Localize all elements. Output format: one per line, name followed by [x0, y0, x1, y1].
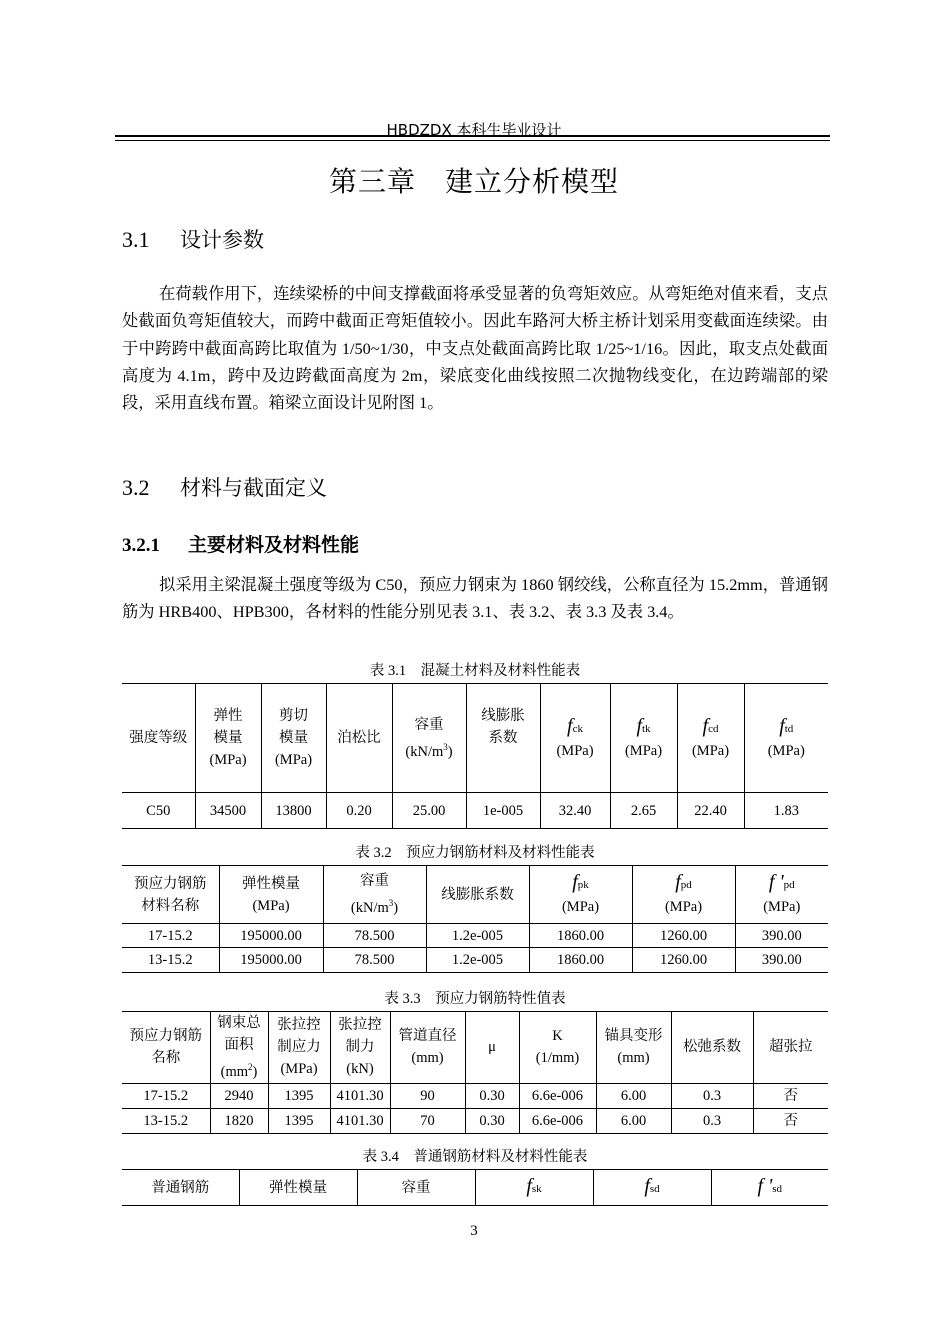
section-number: 3.1: [122, 227, 150, 252]
paragraph-design-parameters: 在荷载作用下，连续梁桥的中间支撑截面将承受显著的负弯矩效应。从弯矩绝对值来看，支点处截面负弯矩值较大，而跨中截面正弯矩值较小。因此车路河大桥主桥计划采用变截面连续梁。由于中跨跨中截面高跨比取值为 1/50~1/30，中支点处截面高跨比取 1/25~1/16。因此，取支点处截面高度为 4.1m，跨中及边跨截面高度为 2m，梁底变化曲线按照二次抛物线变化，在边跨端部的梁段，采用直线布置。箱梁立面设计见附图 1。: [122, 284, 828, 413]
table-3-3-caption: 表 3.3 预应力钢筋特性值表: [384, 991, 566, 1007]
cell: 1860.00: [529, 948, 632, 973]
table-row: [122, 793, 828, 829]
header-relax: 松弛系数: [671, 1012, 753, 1084]
header-fsd: fsd: [593, 1170, 711, 1206]
chapter-title: 第三章 建立分析模型: [328, 165, 619, 198]
cell: 1820: [210, 1108, 268, 1133]
header-elastic: 弹性 模量 (MPa): [195, 684, 261, 793]
header-weight: 容重 $(kN/m^3)$: [323, 866, 426, 924]
cell: 390.00: [735, 948, 828, 973]
cell: 25.00: [392, 793, 466, 829]
header-force: 张拉控 制力 (kN): [330, 1012, 390, 1084]
section-title: 设计参数: [180, 228, 264, 252]
cell: 1260.00: [632, 924, 735, 948]
table-3-2-caption: 表 3.2 预应力钢筋材料及材料性能表: [355, 845, 595, 861]
header-shear: 剪切 模量 (MPa): [261, 684, 326, 793]
cell: 2940: [210, 1083, 268, 1108]
cell: 1e-005: [466, 793, 540, 829]
section-heading-3-2: [122, 472, 327, 502]
cell: 6.00: [596, 1083, 671, 1108]
table-header-row: [122, 1012, 828, 1084]
cell: 1395: [268, 1083, 330, 1108]
header-weight: 容重: [357, 1170, 475, 1206]
header-mu: μ: [465, 1012, 519, 1084]
header-poisson: 泊松比: [326, 684, 392, 793]
table-row: [122, 1108, 828, 1133]
table-3-1-caption: 表 3.1 混凝土材料及材料性能表: [369, 663, 581, 679]
header-stress: 张拉控 制应力 (MPa): [268, 1012, 330, 1084]
cell: 6.6e-006: [519, 1108, 596, 1133]
header-area: 钢束总 面积 $(mm^2)$: [210, 1012, 268, 1084]
cell: 13800: [261, 793, 326, 829]
table-row: [122, 1083, 828, 1108]
cell: 6.00: [596, 1108, 671, 1133]
cell: 4101.30: [330, 1083, 390, 1108]
cell: 70: [390, 1108, 465, 1133]
header-grade: 强度等级: [122, 684, 195, 793]
cell: 34500: [195, 793, 261, 829]
header-fcd: fcd (MPa): [677, 684, 744, 793]
cell: 否: [753, 1108, 828, 1133]
header-expansion: 线膨胀 系数: [466, 684, 540, 793]
cell: 1.83: [744, 793, 828, 829]
cell: 390.00: [735, 924, 828, 948]
table-header-row: [122, 1170, 828, 1206]
cell: 0.20: [326, 793, 392, 829]
cell: 195000.00: [219, 948, 323, 973]
header-ftk: ftk (MPa): [610, 684, 677, 793]
header-name: 预应力钢筋 材料名称: [122, 866, 219, 924]
header-fpd-prime: f 'pd (MPa): [735, 866, 828, 924]
header-fsk: fsk: [475, 1170, 593, 1206]
cell: 78.500: [323, 948, 426, 973]
table-header-row: [122, 866, 828, 924]
table-row: [122, 924, 828, 948]
cell: 78.500: [323, 924, 426, 948]
cell: 1.2e-005: [426, 924, 529, 948]
cell: 1260.00: [632, 948, 735, 973]
header-fpd: fpd (MPa): [632, 866, 735, 924]
header-fck: fck (MPa): [540, 684, 610, 793]
header-anchor: 锚具变形 (mm): [596, 1012, 671, 1084]
cell: 22.40: [677, 793, 744, 829]
cell: 17-15.2: [122, 1083, 210, 1108]
header-name: 普通钢筋: [151, 1179, 210, 1196]
table-3-4: [122, 1169, 828, 1206]
table-3-4-caption: 表 3.4 普通钢筋材料及材料性能表: [362, 1149, 588, 1165]
table-3-2: [122, 865, 828, 973]
cell: 17-15.2: [122, 924, 219, 948]
cell: 32.40: [540, 793, 610, 829]
cell: 0.30: [465, 1108, 519, 1133]
paragraph-materials: 拟采用主梁混凝土强度等级为 C50，预应力钢束为 1860 钢绞线，公称直径为 15.2mm，普通钢筋为 HRB400、HPB300，各材料的性能分别见表 3.1、表 3.2、表 3.3 及表 3.4。: [122, 575, 828, 622]
header-weight: 容重 $(kN/m^3)$: [392, 684, 466, 793]
header-over: 超张拉: [753, 1012, 828, 1084]
cell: 195000.00: [219, 924, 323, 948]
header-rule-thin: [115, 140, 830, 141]
subsection-title: 主要材料及材料性能: [188, 534, 360, 556]
cell: 1.2e-005: [426, 948, 529, 973]
table-3-1: [122, 683, 828, 829]
section-number: 3.2: [122, 475, 150, 500]
header-elastic: 弹性模量 (MPa): [219, 866, 323, 924]
table-header-row: [122, 684, 828, 793]
header-k: K (1/mm): [519, 1012, 596, 1084]
cell: 4101.30: [330, 1108, 390, 1133]
cell: 90: [390, 1083, 465, 1108]
page-number: 3: [470, 1223, 478, 1239]
subsection-number: 3.2.1: [122, 535, 160, 556]
header-fpk: fpk (MPa): [529, 866, 632, 924]
cell: 0.3: [671, 1083, 753, 1108]
header-elastic: 弹性模量: [239, 1170, 357, 1206]
header-name: 预应力钢筋 名称: [122, 1012, 210, 1084]
table-row: [122, 948, 828, 973]
subsection-heading-3-2-1: [122, 530, 359, 557]
header-expansion: 线膨胀系数: [426, 866, 529, 924]
cell: 2.65: [610, 793, 677, 829]
header-ftd: ftd (MPa): [744, 684, 828, 793]
header-rule-thick: [115, 135, 830, 137]
header-fsd-prime: f 'sd: [711, 1170, 828, 1206]
cell: 0.30: [465, 1083, 519, 1108]
section-heading-3-1: [122, 224, 264, 254]
cell: 1860.00: [529, 924, 632, 948]
header-duct: 管道直径 (mm): [390, 1012, 465, 1084]
cell: 0.3: [671, 1108, 753, 1133]
cell: 1395: [268, 1108, 330, 1133]
page-header: HBDZDX 本科生毕业设计: [386, 121, 562, 139]
table-3-3: [122, 1011, 828, 1134]
cell: C50: [122, 793, 195, 829]
section-title: 材料与截面定义: [180, 476, 327, 500]
cell: 13-15.2: [122, 948, 219, 973]
cell: 13-15.2: [122, 1108, 210, 1133]
cell: 6.6e-006: [519, 1083, 596, 1108]
cell: 否: [753, 1083, 828, 1108]
